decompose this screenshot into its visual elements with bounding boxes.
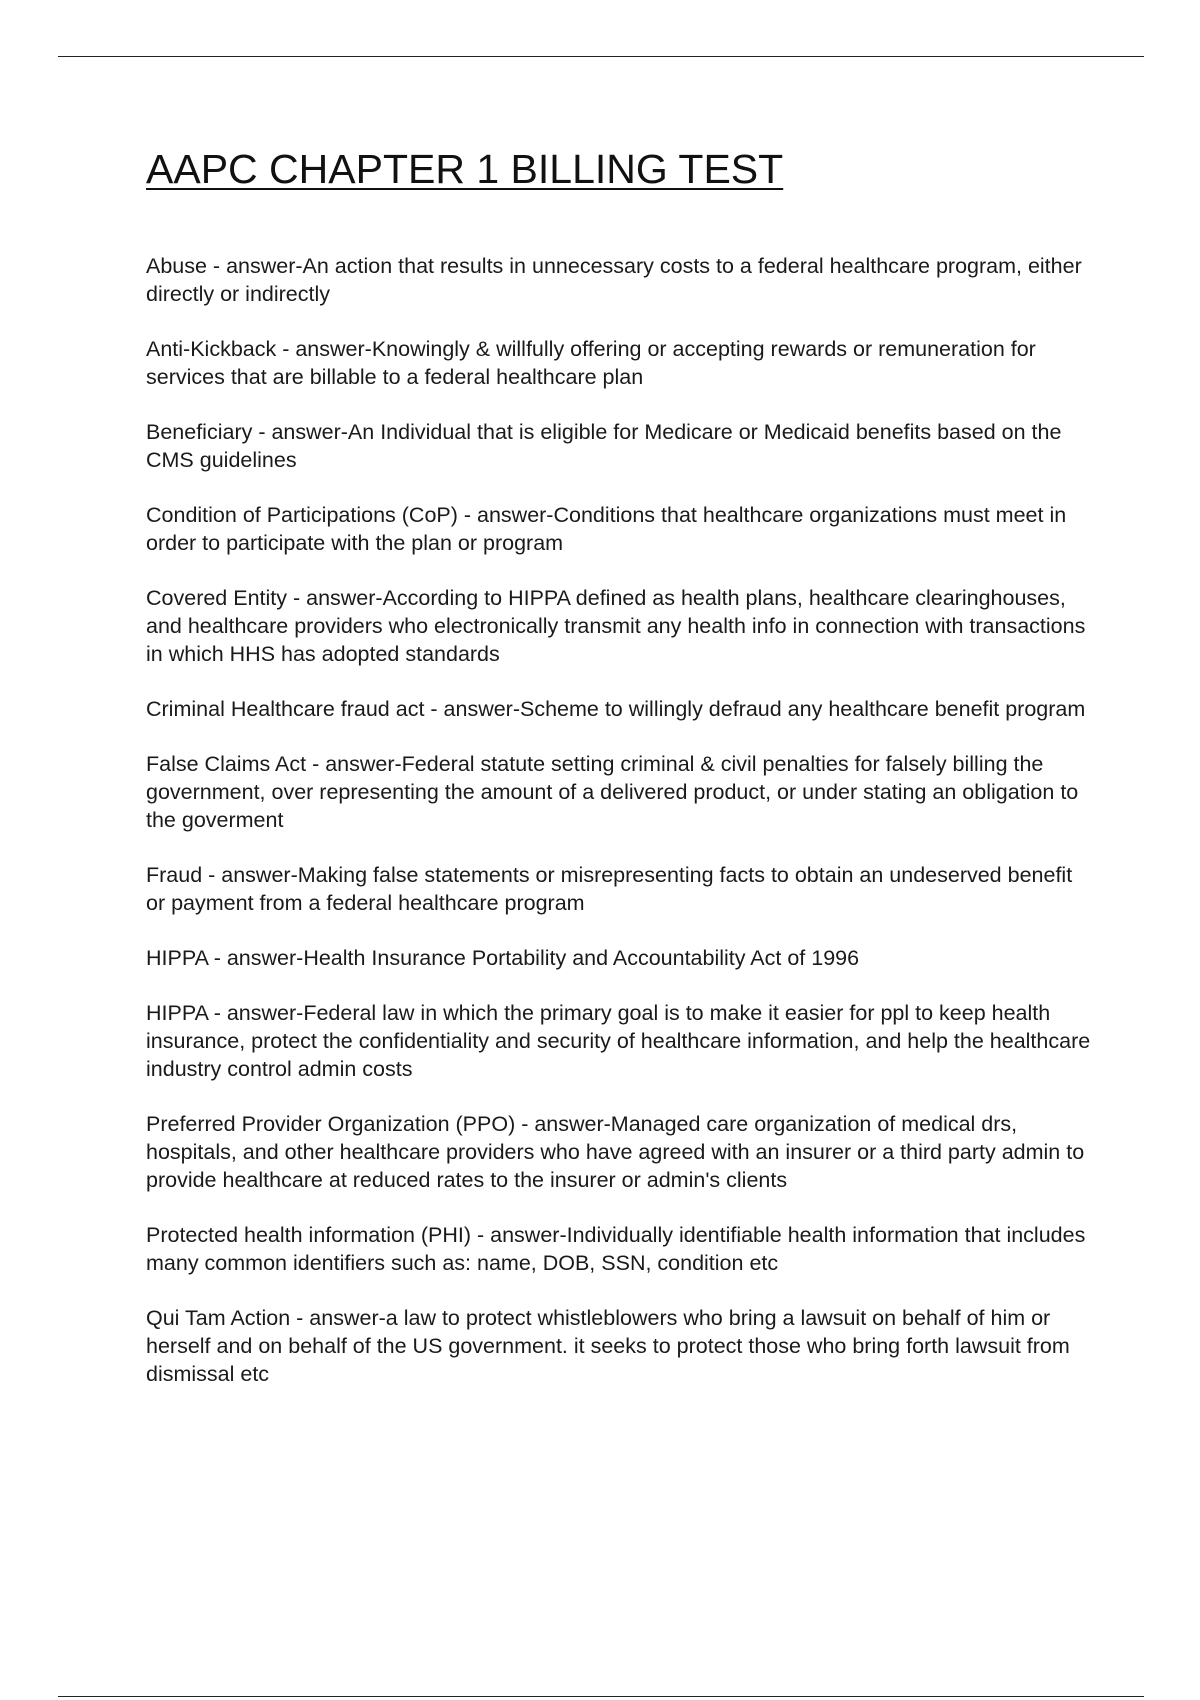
header-rule — [58, 56, 1144, 57]
term-entry-false-claims-act: False Claims Act - answer-Federal statute setting criminal & civil penalties for falsely billing the government, over representing the amount of a delivered product, or under stating an obligation to the goverment — [146, 752, 1079, 832]
term-entry-condition-of-participations: Condition of Participations (CoP) - answer-Conditions that healthcare organizations must meet in order to participate with the plan or program — [146, 503, 1067, 555]
term-entry-qui-tam-action: Qui Tam Action - answer-a law to protect whistleblowers who bring a lawsuit on behalf of him or herself and on behalf of the US government. it seeks to protect those who bring forth lawsuit from dismissal etc — [146, 1306, 1070, 1386]
term-list — [146, 252, 1096, 1415]
term-entry-hippa-acronym: HIPPA - answer-Health Insurance Portability and Accountability Act of 1996 — [146, 946, 860, 970]
term-entry-ppo: Preferred Provider Organization (PPO) - answer-Managed care organization of medical drs, hospitals, and other healthcare providers who have agreed with an insurer or a third party admin to provide healthcare at reduced rates to the insurer or admin's clients — [146, 1112, 1085, 1192]
term-entry-fraud: Fraud - answer-Making false statements or misrepresenting facts to obtain an undeserved benefit or payment from a federal healthcare program — [146, 863, 1073, 915]
term-entry-phi: Protected health information (PHI) - answer-Individually identifiable health information that includes many common identifiers such as: name, DOB, SSN, condition etc — [146, 1223, 1086, 1275]
term-entry-covered-entity: Covered Entity - answer-According to HIPPA defined as health plans, healthcare clearinghouses, and healthcare providers who electronically transmit any health info in connection with transactions in which HHS has adopted standards — [146, 586, 1086, 666]
term-entry-beneficiary: Beneficiary - answer-An Individual that is eligible for Medicare or Medicaid benefits based on the CMS guidelines — [146, 420, 1062, 472]
term-entry-hippa-law: HIPPA - answer-Federal law in which the primary goal is to make it easier for ppl to keep health insurance, protect the confidentiality and security of healthcare information, and help the healthcare industry control admin costs — [146, 1001, 1091, 1081]
footer-rule — [58, 1696, 1144, 1697]
page-title: AAPC CHAPTER 1 BILLING TEST — [146, 146, 784, 192]
term-entry-abuse: Abuse - answer-An action that results in unnecessary costs to a federal healthcare program, either directly or indirectly — [146, 254, 1082, 306]
term-entry-criminal-healthcare-fraud-act: Criminal Healthcare fraud act - answer-Scheme to willingly defraud any healthcare benefit program — [146, 697, 1086, 721]
term-entry-anti-kickback: Anti-Kickback - answer-Knowingly & willfully offering or accepting rewards or remuneration for services that are billable to a federal healthcare plan — [146, 337, 1036, 389]
